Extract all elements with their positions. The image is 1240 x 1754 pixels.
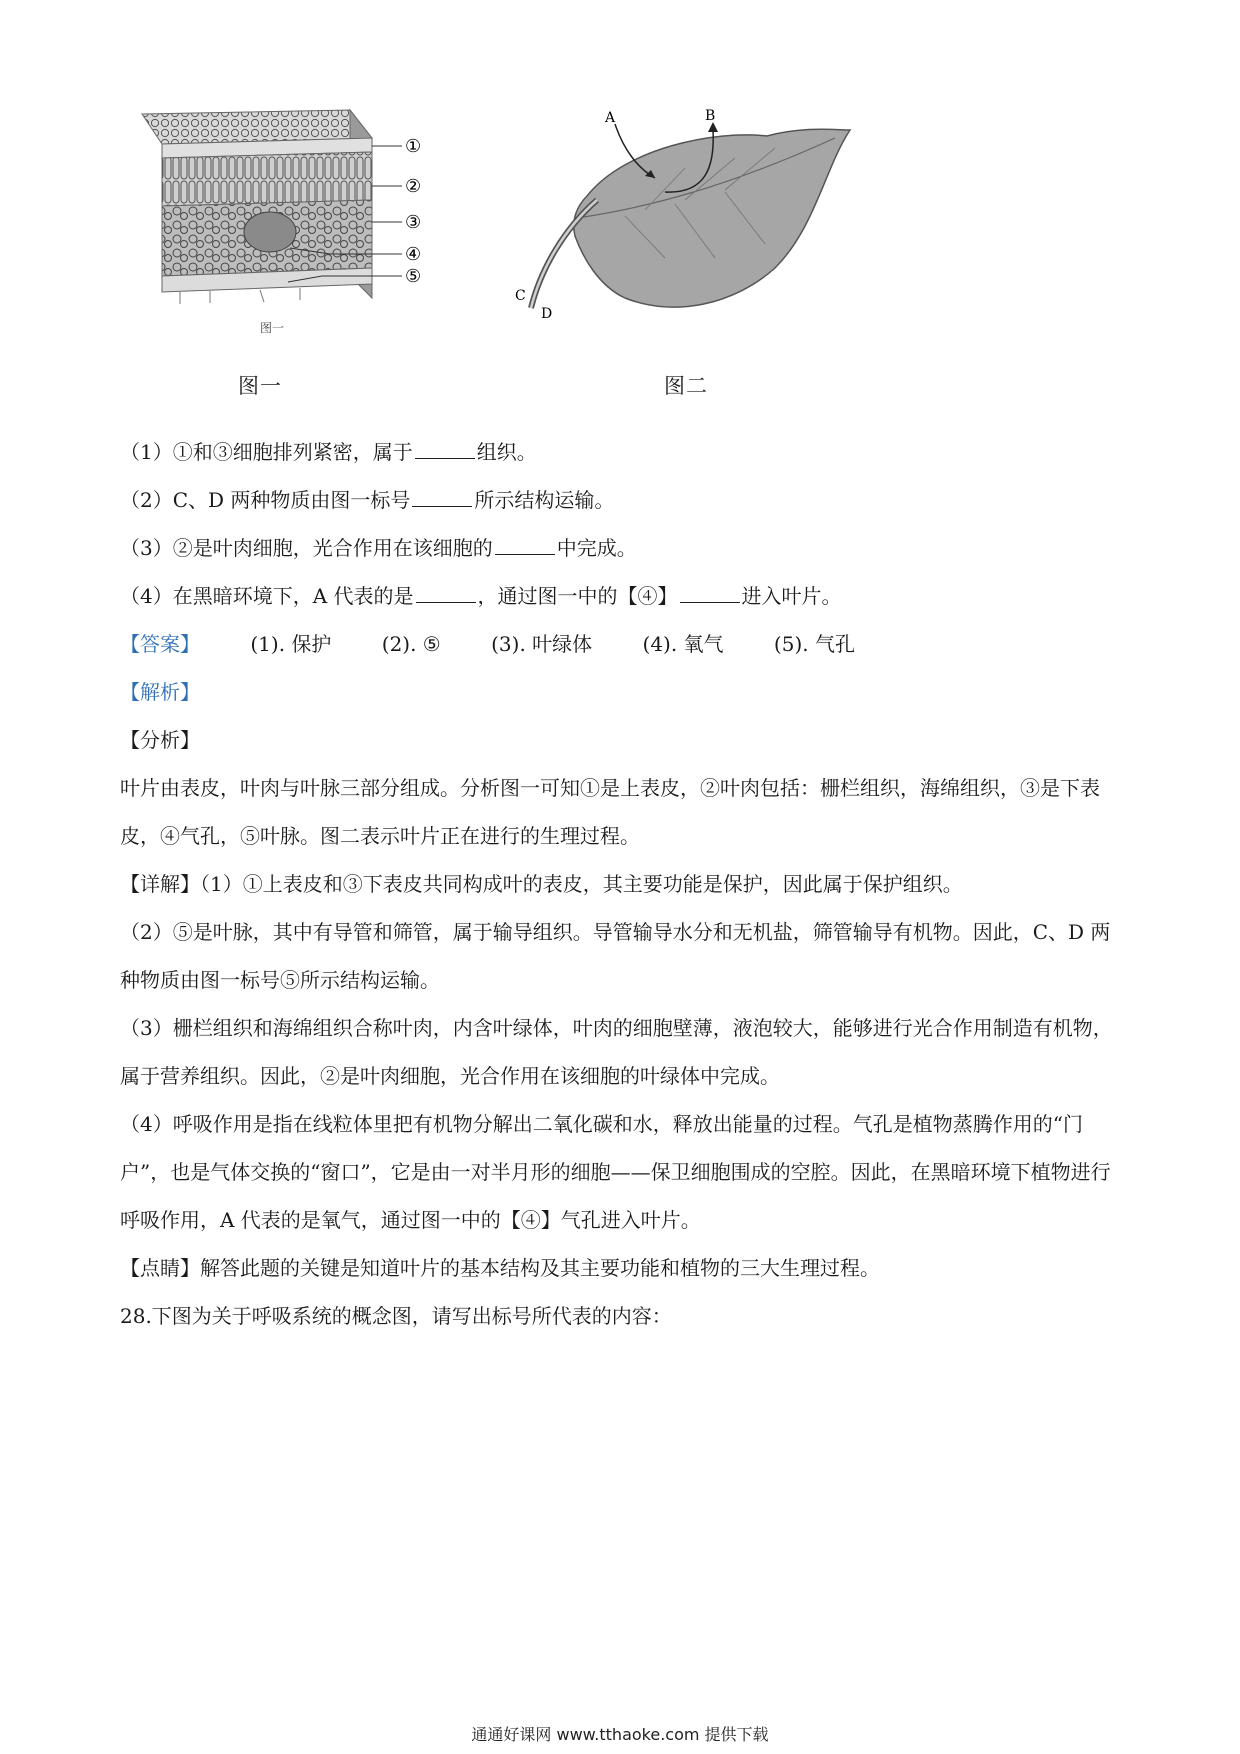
figures-area: [130, 108, 890, 408]
fenxi-text: 叶片由表皮，叶肉与叶脉三部分组成。分析图一可知①是上表皮，②叶肉包括：栅栏组织，海绵组织，③是下表皮，④气孔，⑤叶脉。图二表示叶片正在进行的生理过程。: [120, 776, 1100, 848]
question-2-tail: 所示结构运输。: [474, 488, 615, 512]
question-1: [120, 428, 1130, 476]
question-4: [120, 572, 1130, 620]
fig1-label-3: ③: [405, 212, 422, 233]
dianjing: [120, 1244, 1130, 1292]
question-1-tail: 组织。: [476, 440, 537, 464]
xiangjie-3: （3）栅栏组织和海绵组织合称叶肉，内含叶绿体，叶肉的细胞壁薄，液泡较大，能够进行光合作用制造有机物，属于营养组织。因此，②是叶肉细胞，光合作用在该细胞的叶绿体中完成。: [120, 1016, 1113, 1088]
fig2-label-c: C: [515, 288, 526, 304]
xiangjie-4: （4）呼吸作用是指在线粒体里把有机物分解出二氧化碳和水，释放出能量的过程。气孔是植物蒸腾作用的“门户”，也是气体交换的“窗口”，它是由一对半月形的细胞——保卫细胞围成的空腔。因此，在黑暗环境下植物进行呼吸作用，A 代表的是氧气，通过图一中的【④】气孔进入叶片。: [120, 1112, 1111, 1232]
question-1-text: （1）①和③细胞排列紧密，属于: [120, 440, 413, 464]
question-4-mid: ，通过图一中的【④】: [477, 584, 678, 608]
footer-watermark: 通通好课网 www.tthaoke.com 提供下载: [471, 1725, 769, 1744]
fig1-label-1: ①: [405, 136, 422, 157]
answer-tag: 【答案】: [120, 632, 200, 656]
question-3-text: （3）②是叶肉细胞，光合作用在该细胞的: [120, 536, 493, 560]
answer-blank: [416, 580, 476, 603]
answer-blank: [495, 532, 555, 555]
analysis-tag: 【解析】: [120, 680, 200, 704]
figure1-caption: 图一: [238, 374, 282, 398]
xiangjie-2: （2）⑤是叶脉，其中有导管和筛管，属于输导组织。导管输导水分和无机盐，筛管输导有机物。因此，C、D 两种物质由图一标号⑤所示结构运输。: [120, 920, 1111, 992]
answer-blank: [680, 580, 740, 603]
fig1-label-2: ②: [405, 176, 422, 197]
fig1-inner-caption: 图一: [260, 321, 285, 335]
answer-item-3: (3). 叶绿体: [491, 632, 593, 656]
figure2-caption: 图二: [664, 374, 708, 398]
answer-line: [120, 620, 1130, 668]
leaf-process-figure: [505, 108, 885, 348]
next-question: 28.下图为关于呼吸系统的概念图，请写出标号所代表的内容：: [120, 1304, 672, 1328]
xiangjie-tag: 【详解】: [120, 872, 200, 896]
question-3: [120, 524, 1130, 572]
question-body: [120, 428, 1130, 1340]
fig2-label-b: B: [705, 108, 716, 124]
answer-item-2: (2). ⑤: [381, 632, 441, 656]
leaf-cross-section-figure: [140, 108, 480, 348]
question-2: [120, 476, 1130, 524]
question-2-text: （2）C、D 两种物质由图一标号: [120, 488, 411, 512]
fig2-label-a: A: [605, 110, 616, 126]
question-3-tail: 中完成。: [556, 536, 637, 560]
question-4-tail: 进入叶片。: [741, 584, 842, 608]
answer-item-1: (1). 保护: [250, 632, 332, 656]
fenxi-paragraph: [120, 764, 1130, 1340]
answer-blank: [412, 484, 472, 507]
dianjing-text: 解答此题的关键是知道叶片的基本结构及其主要功能和植物的三大生理过程。: [200, 1256, 880, 1280]
fig1-label-5: ⑤: [405, 266, 422, 287]
xiangjie-1-text: （1）①上表皮和③下表皮共同构成叶的表皮，其主要功能是保护，因此属于保护组织。: [200, 872, 963, 896]
xiangjie-1: [120, 860, 1130, 908]
answer-item-5: (5). 气孔: [773, 632, 855, 656]
fig2-label-d: D: [541, 306, 553, 322]
question-4-text: （4）在黑暗环境下，A 代表的是: [120, 584, 414, 608]
fig1-label-4: ④: [405, 244, 422, 265]
answer-item-4: (4). 氧气: [642, 632, 724, 656]
fenxi-tag: 【分析】: [120, 728, 200, 752]
answer-blank: [415, 436, 475, 459]
dianjing-tag: 【点睛】: [120, 1256, 200, 1280]
